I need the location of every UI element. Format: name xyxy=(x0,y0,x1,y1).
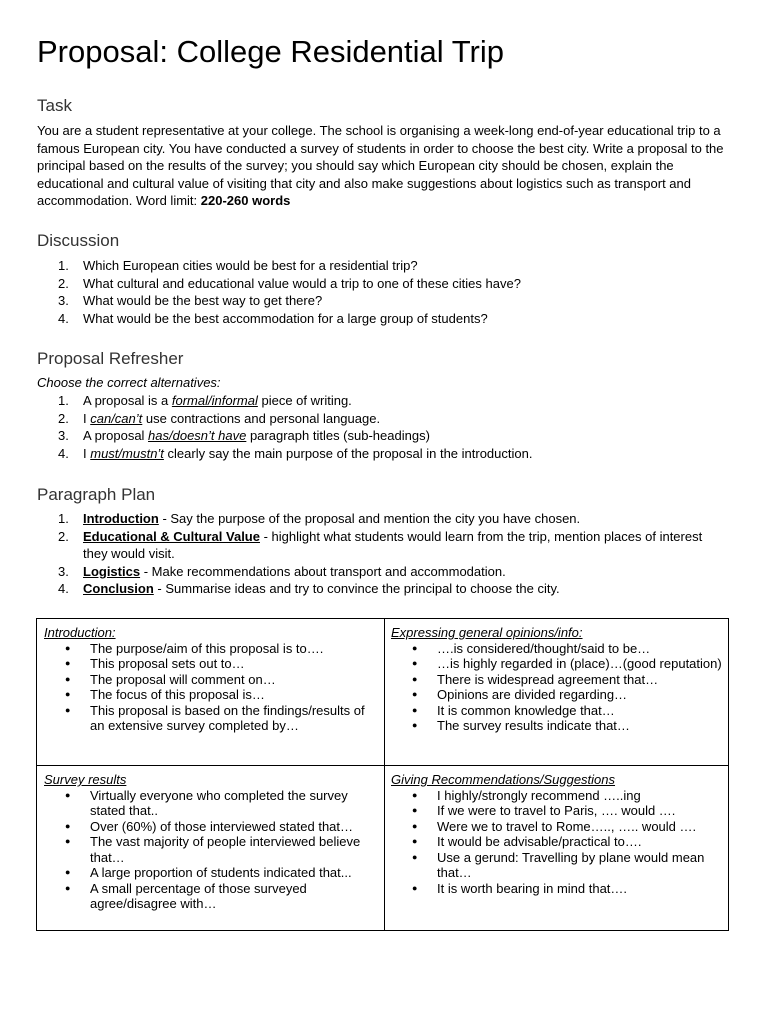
item-number: 4. xyxy=(58,310,69,326)
list-item xyxy=(37,310,717,328)
list-item: ● …is highly regarded in (place)…(good reputation) xyxy=(391,656,725,672)
task-body xyxy=(37,122,733,210)
plan-list xyxy=(37,510,717,598)
list-item xyxy=(37,292,717,310)
phrase-table xyxy=(36,618,729,931)
bullet-list xyxy=(391,641,725,734)
list-item: ● The proposal will comment on… xyxy=(44,672,378,688)
item-text: - Summarise ideas and try to convince the principal to choose the city. xyxy=(153,581,560,596)
task-text: You are a student representative at your college. The school is organising a week-long end-of-year educational trip to a famous European city. You have conducted a survey of students in order to choose the best city. Write a proposal to the principal based on the results of the survey; you should say which European city should be chosen, explain the educational and cultural value of visiting that city and also make suggestions about logistics such as transport and accommodation. Word limit: xyxy=(37,123,724,208)
item-number: 1. xyxy=(58,258,69,273)
cell-recommendations xyxy=(391,772,725,896)
task-heading: Task xyxy=(37,96,72,115)
item-number: 3. xyxy=(58,563,69,579)
list-item xyxy=(37,528,717,563)
list-item xyxy=(37,445,717,463)
item-text: What would be the best accommodation for a large group of students? xyxy=(83,310,488,326)
item-text: A proposal is a xyxy=(83,393,172,408)
item-text: I xyxy=(83,410,91,426)
discussion-list xyxy=(37,257,717,327)
cell-title: Expressing general opinions/info: xyxy=(391,625,583,640)
list-item: ● Use a gerund: Travelling by plane would mean that… xyxy=(391,850,725,881)
list-item xyxy=(37,257,717,275)
list-item: ● A small percentage of those surveyed agree/disagree with… xyxy=(44,881,378,912)
item-number: 3. xyxy=(58,293,69,308)
item-text: I xyxy=(83,445,91,461)
list-item: ● Virtually everyone who completed the survey stated that.. xyxy=(44,788,378,819)
alternatives: has/doesn’t have xyxy=(148,428,247,443)
alternatives: formal/informal xyxy=(171,393,258,408)
item-text: piece of writing. xyxy=(257,393,352,408)
cell-introduction xyxy=(44,625,378,734)
list-item xyxy=(37,563,717,581)
list-item: ● There is widespread agreement that… xyxy=(391,672,725,688)
paragraph-label: Introduction xyxy=(83,511,159,526)
item-number: 4. xyxy=(58,581,69,596)
list-item xyxy=(37,275,717,293)
list-item xyxy=(37,510,717,528)
list-item: ● It is common knowledge that… xyxy=(391,703,725,719)
refresher-list xyxy=(37,392,717,462)
item-text: clearly say the main purpose of the proposal in the introduction. xyxy=(163,445,533,461)
item-text: What cultural and educational value would a trip to one of these cities have? xyxy=(83,275,521,291)
alternatives: must/mustn’t xyxy=(90,445,164,461)
bullet-list xyxy=(391,788,725,897)
plan-heading: Paragraph Plan xyxy=(37,485,156,504)
paragraph-label: Conclusion xyxy=(83,581,154,596)
item-text: - highlight what students would learn from the trip, mention places of interest they would visit. xyxy=(83,528,703,561)
list-item: ● Over (60%) of those interviewed stated that… xyxy=(44,819,378,835)
list-item xyxy=(37,392,717,410)
list-item: ● Opinions are divided regarding… xyxy=(391,687,725,703)
list-item: ● Were we to travel to Rome….., ….. would …. xyxy=(391,819,725,835)
list-item: ● ….is considered/thought/said to be… xyxy=(391,641,725,657)
item-number: 2. xyxy=(58,275,69,291)
list-item: ● The focus of this proposal is… xyxy=(44,687,378,703)
list-item: ● If we were to travel to Paris, …. would …. xyxy=(391,803,725,819)
item-number: 3. xyxy=(58,428,69,443)
item-text: What would be the best way to get there? xyxy=(83,293,323,308)
item-text: use contractions and personal language. xyxy=(142,410,381,426)
item-text: - Say the purpose of the proposal and mention the city you have chosen. xyxy=(158,511,581,526)
refresher-heading: Proposal Refresher xyxy=(37,349,184,368)
table-divider-vertical xyxy=(384,619,385,930)
discussion-heading: Discussion xyxy=(37,231,120,250)
cell-opinions xyxy=(391,625,725,734)
bullet-list xyxy=(44,788,378,912)
paragraph-label: Educational & Cultural Value xyxy=(83,528,260,544)
list-item: ● It would be advisable/practical to…. xyxy=(391,834,725,850)
item-text: - Make recommendations about transport and accommodation. xyxy=(140,563,506,579)
item-number: 1. xyxy=(58,511,69,526)
bullet-list xyxy=(44,641,378,734)
cell-survey-results xyxy=(44,772,378,912)
list-item: ● A large proportion of students indicated that... xyxy=(44,865,378,881)
list-item: ● The vast majority of people interviewed believe that… xyxy=(44,834,378,865)
list-item: ● I highly/strongly recommend …..ing xyxy=(391,788,725,804)
page-title: Proposal: College Residential Trip xyxy=(37,34,504,69)
refresher-instruction: Choose the correct alternatives: xyxy=(37,375,221,390)
list-item xyxy=(37,580,717,598)
item-number: 2. xyxy=(58,410,69,426)
paragraph-label: Logistics xyxy=(83,563,141,579)
word-limit: 220-260 words xyxy=(200,193,291,208)
item-text: paragraph titles (sub-headings) xyxy=(246,428,430,443)
cell-title: Survey results xyxy=(44,772,127,787)
list-item: ● This proposal is based on the findings/results of an extensive survey completed by… xyxy=(44,703,378,734)
table-divider-horizontal xyxy=(37,765,728,766)
item-number: 1. xyxy=(58,393,69,408)
list-item xyxy=(37,427,717,445)
item-text: A proposal xyxy=(83,428,149,443)
list-item: ● It is worth bearing in mind that…. xyxy=(391,881,725,897)
cell-title: Giving Recommendations/Suggestions xyxy=(391,772,616,787)
list-item xyxy=(37,410,717,428)
list-item: ● The purpose/aim of this proposal is to…. xyxy=(44,641,378,657)
list-item: ● The survey results indicate that… xyxy=(391,718,725,734)
item-number: 2. xyxy=(58,528,69,544)
list-item: ● This proposal sets out to… xyxy=(44,656,378,672)
cell-title: Introduction: xyxy=(44,625,116,640)
item-text: Which European cities would be best for a residential trip? xyxy=(83,258,418,273)
item-number: 4. xyxy=(58,445,69,461)
alternatives: can/can’t xyxy=(90,410,143,426)
